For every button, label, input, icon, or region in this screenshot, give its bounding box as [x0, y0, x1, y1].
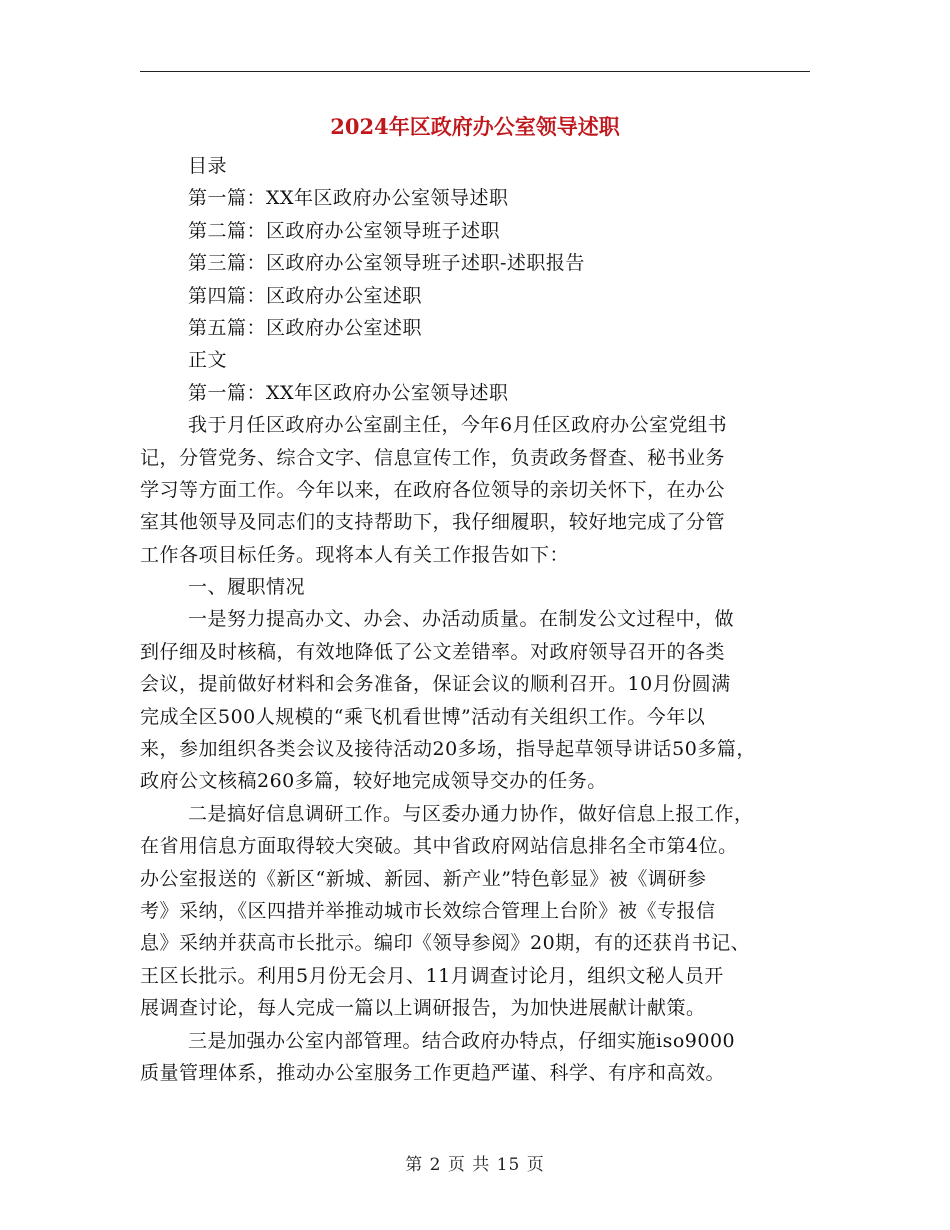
toc-item-4: 第四篇：区政府办公室述职: [188, 284, 423, 307]
paragraph-line: 到仔细及时核稿，有效地降低了公文差错率。对政府领导召开的各类: [140, 640, 726, 663]
document-body: [140, 150, 825, 1089]
paragraph-item-1: [140, 603, 825, 797]
chapter-heading: 第一篇：XX年区政府办公室领导述职: [188, 381, 509, 404]
paragraph-line: 质量管理体系，推动办公室服务工作更趋严谨、科学、有序和高效。: [140, 1061, 726, 1084]
paragraph-line: 一、履职情况: [188, 576, 306, 599]
paragraph-line: 政府公文核稿260多篇，较好地完成领导交办的任务。: [140, 770, 607, 793]
paragraph-intro: [140, 409, 825, 571]
paragraph-line: 会议，提前做好材料和会务准备，保证会议的顺利召开。10月份圆满: [140, 673, 731, 696]
section-heading: [140, 571, 825, 603]
paragraph-line: 展调查讨论，每人完成一篇以上调研报告，为加快进展献计献策。: [140, 997, 706, 1020]
paragraph-line: 我于月任区政府办公室副主任，今年6月任区政府办公室党组书: [188, 414, 728, 437]
paragraph-line: 一是努力提高办文、办会、办活动质量。在制发公文过程中，做: [188, 608, 735, 631]
toc-item-3: 第三篇：区政府办公室领导班子述职-述职报告: [188, 252, 585, 275]
paragraph-line: 二是搞好信息调研工作。与区委办通力协作，做好信息上报工作，: [188, 802, 754, 825]
paragraph-line: 考》采纳，《区四措并举推动城市长效综合管理上台阶》被《专报信: [140, 899, 716, 922]
paragraph-item-3: [140, 1025, 825, 1090]
header-rule: [140, 71, 810, 72]
toc-item-5: 第五篇：区政府办公室述职: [188, 316, 423, 339]
paragraph-line: 三是加强办公室内部管理。结合政府办特点，仔细实施iso9000: [188, 1029, 736, 1052]
paragraph-line: 息》采纳并获高市长批示。编印《领导参阅》20期，有的还获肖书记、: [140, 932, 751, 955]
paragraph-line: 办公室报送的《新区“新城、新园、新产业”特色彰显》被《调研参: [140, 867, 707, 890]
body-heading: 正文: [188, 349, 228, 372]
paragraph-line: 工作各项目标任务。现将本人有关工作报告如下：: [140, 543, 570, 566]
paragraph-line: 记，分管党务、综合文字、信息宣传工作，负责政务督查、秘书业务: [140, 446, 726, 469]
toc-heading: 目录: [188, 155, 228, 177]
paragraph-line: 在省用信息方面取得较大突破。其中省政府网站信息排名全市第4位。: [140, 835, 738, 858]
paragraph-line: 完成全区500人规模的“乘飞机看世博”活动有关组织工作。今年以: [140, 705, 706, 728]
document-title: 2024年区政府办公室领导述职: [330, 114, 620, 139]
toc-item-2: 第二篇：区政府办公室领导班子述职: [188, 219, 501, 242]
toc-item-1: 第一篇：XX年区政府办公室领导述职: [188, 187, 509, 210]
paragraph-item-2: [140, 798, 825, 1025]
page-footer: 第 2 页 共 15 页: [405, 1155, 545, 1175]
paragraph-line: 学习等方面工作。今年以来，在政府各位领导的亲切关怀下，在办公: [140, 478, 726, 501]
paragraph-line: 来，参加组织各类会议及接待活动20多场，指导起草领导讲话50多篇，: [140, 738, 756, 761]
paragraph-line: 室其他领导及同志们的支持帮助下，我仔细履职，较好地完成了分管: [140, 511, 726, 534]
paragraph-line: 王区长批示。利用5月份无会月、11月调查讨论月，组织文秘人员开: [140, 964, 724, 987]
